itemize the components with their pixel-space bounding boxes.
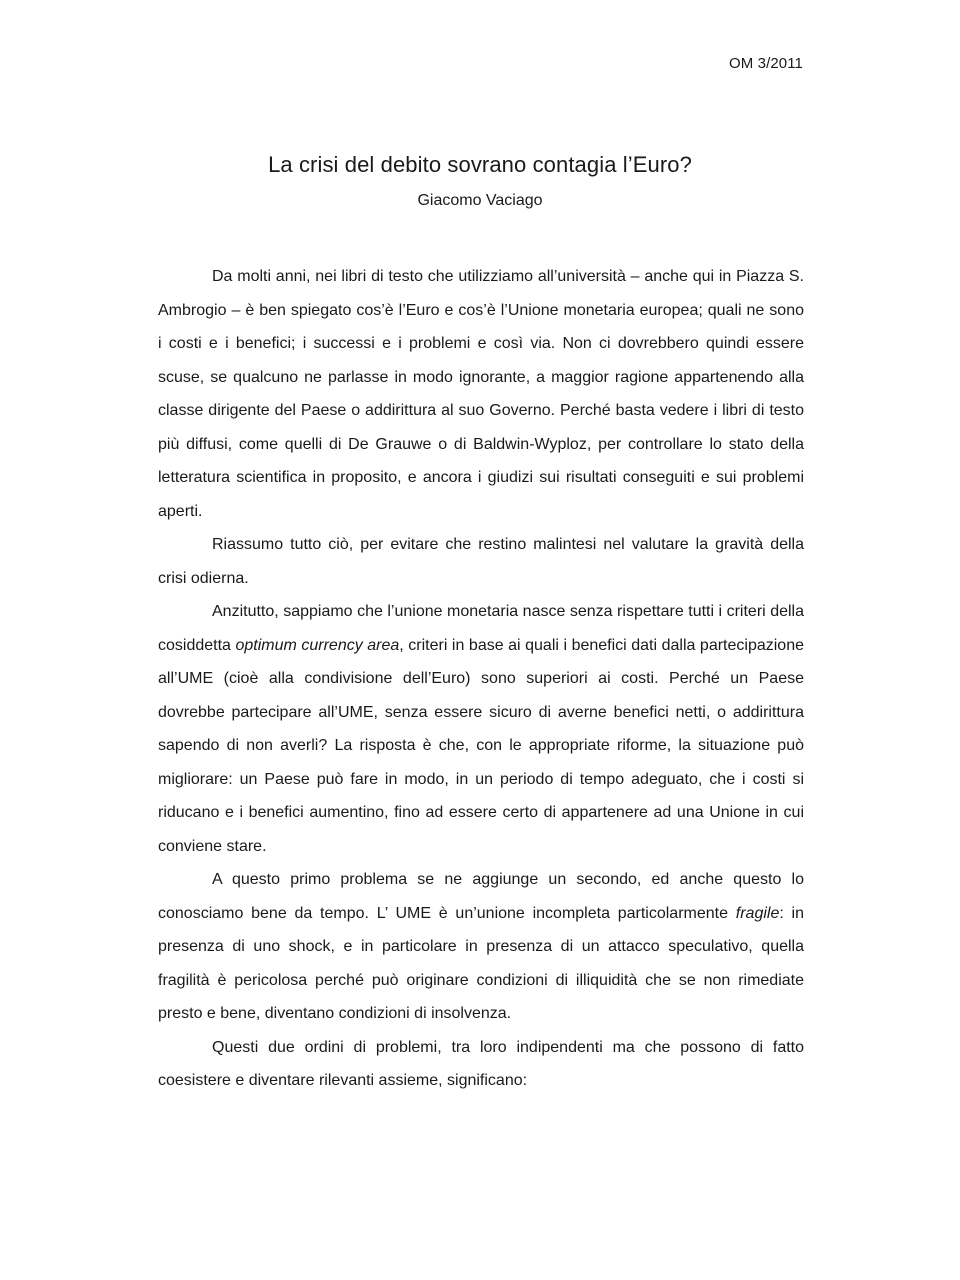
italic-term: fragile bbox=[735, 904, 780, 922]
article-author: Giacomo Vaciago bbox=[417, 192, 543, 209]
paragraph bbox=[158, 260, 804, 528]
paragraph bbox=[158, 595, 804, 863]
document-reference: OM 3/2011 bbox=[729, 55, 803, 72]
paragraph-text: Riassumo tutto ciò, per evitare che restino malintesi nel valutare la gravità della crisi odierna. bbox=[158, 536, 804, 587]
paragraph-text: Da molti anni, nei libri di testo che utilizziamo all’università – anche qui in Piazza S. Ambrogio – è ben spiegato cos’è l’Euro e cos’è l’Unione monetaria europea; quali ne sono i costi e i benefici; i successi e i problemi e così via. Non ci dovrebbero quindi essere scuse, se qualcuno ne parlasse in modo ignorante, a maggior ragione appartenendo alla classe dirigente del Paese o addirittura al suo Governo. Perché basta vedere i libri di testo più diffusi, come quelli di De Grauwe o di Baldwin-Wyploz, per controllare lo stato della letteratura scientifica in proposito, e ancora i giudizi sui risultati conseguiti e sui problemi aperti. bbox=[158, 268, 804, 520]
italic-term: optimum currency area bbox=[235, 636, 400, 654]
paragraph-text: : in presenza di uno shock, e in particolare in presenza di un attacco speculativo, quella fragilità è pericolosa perché può originare condizioni di illiquidità che se non rimediate presto e bene, diventano condizioni di insolvenza. bbox=[158, 904, 805, 1022]
article-title: La crisi del debito sovrano contagia l’Euro? bbox=[268, 152, 692, 177]
paragraph-text: Questi due ordini di problemi, tra loro indipendenti ma che possono di fatto coesistere e diventare rilevanti assieme, significano: bbox=[158, 1038, 804, 1089]
article-body bbox=[158, 260, 804, 1098]
paragraph bbox=[158, 863, 804, 1031]
paragraph-text: Anzitutto, sappiamo che l’unione monetaria nasce senza rispettare tutti i criteri della cosiddetta bbox=[158, 603, 804, 654]
paragraph bbox=[158, 528, 804, 595]
paragraph-text: , criteri in base ai quali i benefici dati dalla partecipazione all’UME (cioè alla condivisione dell’Euro) sono superiori ai costi. Perché un Paese dovrebbe partecipare all’UME, senza essere sicuro di averne benefici netti, o addirittura sapendo di non averli? La risposta è che, con le appropriate riforme, la situazione può migliorare: un Paese può fare in modo, in un periodo di tempo adeguato, che i costi si riducano e i benefici aumentino, fino ad essere certo di appartenere ad una Unione in cui conviene stare. bbox=[158, 636, 804, 855]
paragraph bbox=[158, 1031, 804, 1098]
paragraph-text: A questo primo problema se ne aggiunge un secondo, ed anche questo lo conosciamo bene da tempo. L’ UME è un’unione incompleta particolarmente bbox=[158, 871, 804, 922]
